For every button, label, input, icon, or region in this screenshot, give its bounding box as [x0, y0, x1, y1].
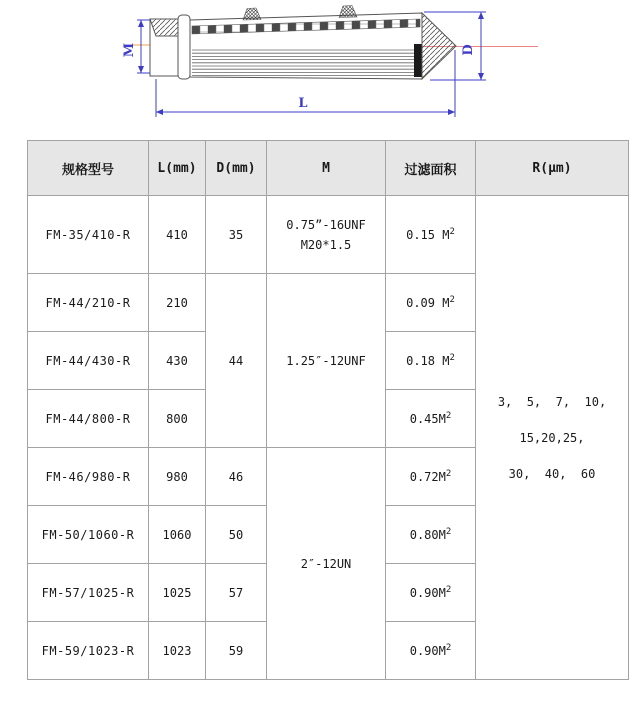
spec-table-container — [27, 140, 629, 680]
cell-l: 430 — [149, 332, 206, 390]
cell-d: 57 — [206, 564, 267, 622]
cell-d: 46 — [206, 448, 267, 506]
cell-area — [386, 564, 476, 622]
area-superscript: 2 — [449, 227, 455, 237]
filter-element-diagram — [0, 0, 634, 140]
cell-m — [267, 196, 386, 274]
area-superscript: 2 — [445, 469, 452, 479]
cell-d: 59 — [206, 622, 267, 680]
end-cone — [422, 13, 456, 79]
area-superscript: 2 — [445, 411, 452, 421]
area-value: 0.09 M — [406, 296, 450, 310]
dimension-label-l: L — [298, 96, 308, 111]
dimension-label-d: D — [461, 44, 476, 56]
area-superscript: 2 — [445, 643, 452, 653]
cell-l: 1025 — [149, 564, 206, 622]
area-superscript: 2 — [449, 353, 455, 363]
m-thread-line2: M20*1.5 — [300, 237, 352, 252]
column-header-d: D(mm) — [206, 141, 267, 196]
column-header-r: R(μm) — [476, 141, 629, 196]
column-header-area: 过滤面积 — [386, 141, 476, 196]
column-header-model: 规格型号 — [28, 141, 149, 196]
cell-m: 1.25″-12UNF — [267, 274, 386, 448]
r-values-line: 3, 5, 7, 10, — [497, 394, 607, 409]
area-superscript: 2 — [449, 295, 455, 305]
cell-d: 50 — [206, 506, 267, 564]
cell-model: FM-59/1023-R — [28, 622, 149, 680]
area-value: 0.72M — [409, 470, 446, 484]
cell-model: FM-46/980-R — [28, 448, 149, 506]
weld-mark — [243, 8, 261, 20]
area-value: 0.15 M — [406, 228, 450, 242]
area-value: 0.80M — [409, 528, 446, 542]
dark-seal — [414, 44, 422, 77]
r-values-line: 30, 40, 60 — [508, 466, 596, 481]
cell-area — [386, 332, 476, 390]
area-value: 0.90M — [409, 644, 446, 658]
cell-area — [386, 506, 476, 564]
cell-area — [386, 196, 476, 274]
cell-l: 800 — [149, 390, 206, 448]
flange — [178, 15, 190, 79]
cell-model: FM-44/800-R — [28, 390, 149, 448]
cell-d: 35 — [206, 196, 267, 274]
cell-model: FM-35/410-R — [28, 196, 149, 274]
dim-m — [137, 20, 150, 73]
table-row — [28, 196, 629, 274]
cell-d: 44 — [206, 274, 267, 448]
cell-model: FM-50/1060-R — [28, 506, 149, 564]
area-value: 0.45M — [409, 412, 446, 426]
cell-model: FM-57/1025-R — [28, 564, 149, 622]
area-superscript: 2 — [445, 585, 452, 595]
cell-l: 1060 — [149, 506, 206, 564]
cell-model: FM-44/430-R — [28, 332, 149, 390]
cell-model: FM-44/210-R — [28, 274, 149, 332]
dimension-label-m: M — [122, 42, 137, 58]
cell-area — [386, 622, 476, 680]
m-thread-line1: 0.75”-16UNF — [286, 217, 366, 232]
column-header-l: L(mm) — [149, 141, 206, 196]
weld-mark — [339, 6, 357, 18]
cell-l: 1023 — [149, 622, 206, 680]
cell-area — [386, 274, 476, 332]
cell-m: 2″-12UN — [267, 448, 386, 680]
area-value: 0.18 M — [406, 354, 450, 368]
spec-table — [27, 140, 629, 680]
cell-l: 410 — [149, 196, 206, 274]
cell-r-values — [476, 196, 629, 680]
area-superscript: 2 — [445, 527, 452, 537]
area-value: 0.90M — [409, 586, 446, 600]
cell-area — [386, 448, 476, 506]
cell-area — [386, 390, 476, 448]
filter-element-drawing — [0, 0, 634, 140]
cell-l: 980 — [149, 448, 206, 506]
cell-l: 210 — [149, 274, 206, 332]
drawing-outlines — [150, 6, 456, 80]
r-values-line: 15,20,25, — [519, 430, 585, 445]
header-row — [28, 141, 629, 196]
column-header-m: M — [267, 141, 386, 196]
